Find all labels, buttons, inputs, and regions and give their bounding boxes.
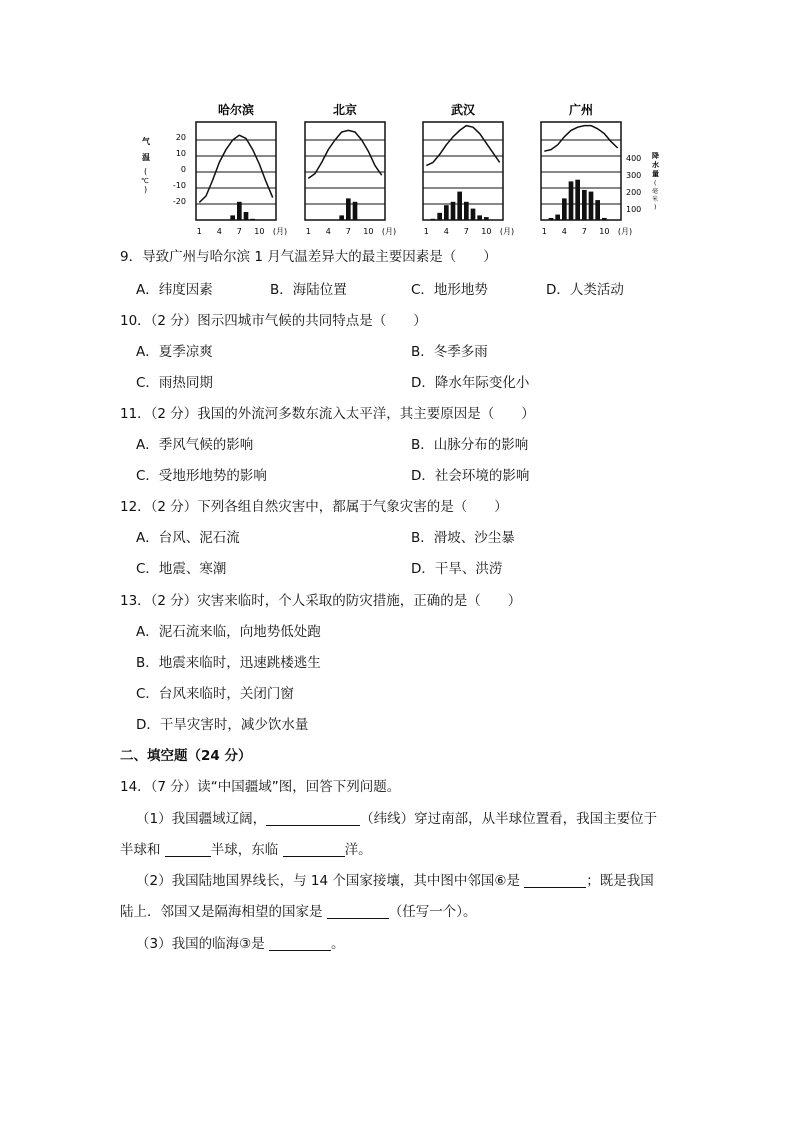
climate-panel [541,102,632,236]
text-run: 半球和 [120,842,161,858]
q14-part1-line2 [120,841,372,859]
q13-option-d[interactable]: D．干旱灾害时，减少饮水量 [136,717,309,733]
month-tick: 10 [363,227,374,236]
temp-axis-label-char: ℃ [141,177,149,185]
q12-option-b[interactable]: B．滑坡、沙尘暴 [411,530,515,546]
q10-stem: 10．（2 分）图示四城市气候的共同特点是（ ） [120,313,427,329]
temp-tick: 20 [175,133,186,142]
temp-curve [308,130,381,178]
precip-tick: 300 [626,171,642,180]
q9-option-c[interactable]: C．地形地势 [411,282,488,298]
precip-bar [346,198,351,220]
month-tick: 4 [216,227,222,236]
text-run: （任写一个）。 [388,904,477,920]
precip-bar [464,202,469,220]
month-tick: 1 [541,227,547,236]
month-unit: (月) [272,227,288,236]
q14-part2-line2 [120,903,477,921]
precip-bar [575,180,580,220]
precip-bar [457,192,462,220]
q10-option-d[interactable]: D．降水年际变化小 [411,375,530,391]
city-name: 北京 [332,103,358,117]
month-tick: 4 [443,227,449,236]
text-run: （1）我国疆域辽阔， [136,811,267,827]
temp-tick: 10 [175,149,186,158]
temp-axis-label-char: ) [144,185,148,194]
temp-tick: -10 [172,181,186,190]
precip-bar [444,205,449,220]
blank-6[interactable] [269,936,331,951]
text-run: 。 [331,936,345,952]
q12-option-d[interactable]: D．干旱、洪涝 [411,561,503,577]
q11-option-a[interactable]: A．季风气候的影响 [136,437,254,453]
temp-tick: 0 [180,165,186,174]
q10-option-a[interactable]: A．夏季凉爽 [136,344,213,360]
precip-axis-label-char: 降 [652,152,659,160]
q10-option-b[interactable]: B．冬季多雨 [411,344,488,360]
q13-option-b[interactable]: B．地震来临时，迅速跳楼逃生 [136,655,321,671]
precip-bar [589,192,594,220]
precip-bar [431,219,436,220]
month-tick: 4 [561,227,567,236]
text-run: （2）我国陆地国界线长，与 14 个国家接壤，其中图中邻国⑥是 [136,873,520,889]
city-name: 武汉 [450,103,476,117]
blank-4[interactable] [524,873,586,888]
precip-bar [471,209,476,220]
text-run: （纬线）穿过南部，从半球位置看，我国主要位于 [360,811,658,827]
precip-tick: 200 [626,188,642,197]
month-tick: 7 [463,227,469,236]
precip-bar [582,190,587,220]
precip-axis-label-char: 水 [652,161,659,169]
q14-part2-line1 [136,872,654,890]
q11-option-d[interactable]: D．社会环境的影响 [411,468,530,484]
precip-bar [230,215,235,220]
month-tick: 7 [345,227,351,236]
q9-stem: 9．导致广州与哈尔滨 1 月气温差异大的最主要因素是（ ） [120,249,497,265]
temp-tick: -20 [172,197,186,206]
panel-frame [541,122,621,220]
precip-axis-label-char: 毫 [652,188,659,195]
precip-bar [562,198,567,220]
climate-panel [305,102,396,236]
temp-curve [426,126,499,166]
panel-frame [423,122,503,220]
q13-option-a[interactable]: A．泥石流来临，向地势低处跑 [136,624,321,640]
precip-axis-label-char: 量 [652,170,659,178]
text-run: 陆上．邻国又是隔海相望的国家是 [120,904,323,920]
precip-axis-label-char: 米 [652,196,659,203]
month-unit: (月) [499,227,515,236]
blank-2[interactable] [165,842,211,857]
q14-part1-line1 [136,810,657,828]
precip-bar [244,212,249,220]
section-heading: 二、填空题（24 分） [120,748,252,764]
q10-option-c[interactable]: C．雨热同期 [136,375,213,391]
blank-3[interactable] [283,842,345,857]
month-tick: 4 [325,227,331,236]
q13-option-c[interactable]: C．台风来临时，关闭门窗 [136,686,294,702]
precip-axis-label-char: ) [654,204,657,211]
precip-bar [569,181,574,220]
precip-bar [250,219,255,220]
q11-stem: 11．（2 分）我国的外流河多数东流入太平洋，其主要原因是（ ） [120,406,535,422]
q13-stem: 13．（2 分）灾害来临时，个人采取的防灾措施，正确的是（ ） [120,593,522,609]
month-tick: 10 [599,227,610,236]
temp-curve [199,135,272,202]
precip-bar [484,217,489,220]
month-tick: 1 [423,227,429,236]
precip-bar [555,215,560,220]
blank-5[interactable] [327,904,389,919]
climate-panel [196,102,287,236]
precipitation-axis [626,151,659,214]
precip-bar [451,202,456,220]
text-run: 半球，东临 [210,842,279,858]
precip-bar [339,215,344,220]
month-tick: 1 [196,227,202,236]
text-run: ；既是我国 [586,873,654,889]
temp-axis-label-char: ( [144,167,148,176]
month-unit: (月) [617,227,633,236]
precip-bar [437,213,442,220]
month-tick: 1 [305,227,311,236]
month-unit: (月) [381,227,397,236]
month-tick: 7 [581,227,587,236]
q9-option-d[interactable]: D．人类活动 [546,282,624,298]
precip-tick: 100 [626,205,642,214]
month-tick: 10 [481,227,492,236]
city-name: 广州 [568,103,594,117]
precip-bar [595,200,600,220]
text-run: 洋。 [344,842,372,858]
q12-option-a[interactable]: A．台风、泥石流 [136,530,240,546]
q11-option-c[interactable]: C．受地形地势的影响 [136,468,267,484]
q14-part3 [136,935,345,953]
temperature-axis [141,133,186,206]
text-run: （3）我国的临海③是 [136,936,265,952]
temp-axis-label-char: 温 [142,153,150,162]
city-name: 哈尔滨 [217,103,255,117]
temp-axis-label-char: 气 [142,137,150,146]
blank-1[interactable] [266,811,360,826]
precip-bar [549,218,554,220]
q11-option-b[interactable]: B．山脉分布的影响 [411,437,529,453]
month-tick: 7 [236,227,242,236]
q9-option-a[interactable]: A．纬度因素 [136,282,213,298]
climate-panel [423,102,514,236]
precip-bar [353,202,358,220]
month-tick: 10 [254,227,265,236]
q12-option-c[interactable]: C．地震、寒潮 [136,561,227,577]
q14-stem: 14．（7 分）读“中国疆域”图，回答下列问题。 [120,779,401,795]
q9-option-b[interactable]: B．海陆位置 [270,282,347,298]
precip-bar [602,218,607,220]
precip-bar [477,215,482,220]
q12-stem: 12．（2 分）下列各组自然灾害中，都属于气象灾害的是（ ） [120,499,508,515]
precip-axis-label-char: ( [654,180,657,187]
precip-tick: 400 [626,154,642,163]
precip-bar [237,202,242,220]
climate-charts [138,100,674,240]
temp-curve [544,126,617,152]
